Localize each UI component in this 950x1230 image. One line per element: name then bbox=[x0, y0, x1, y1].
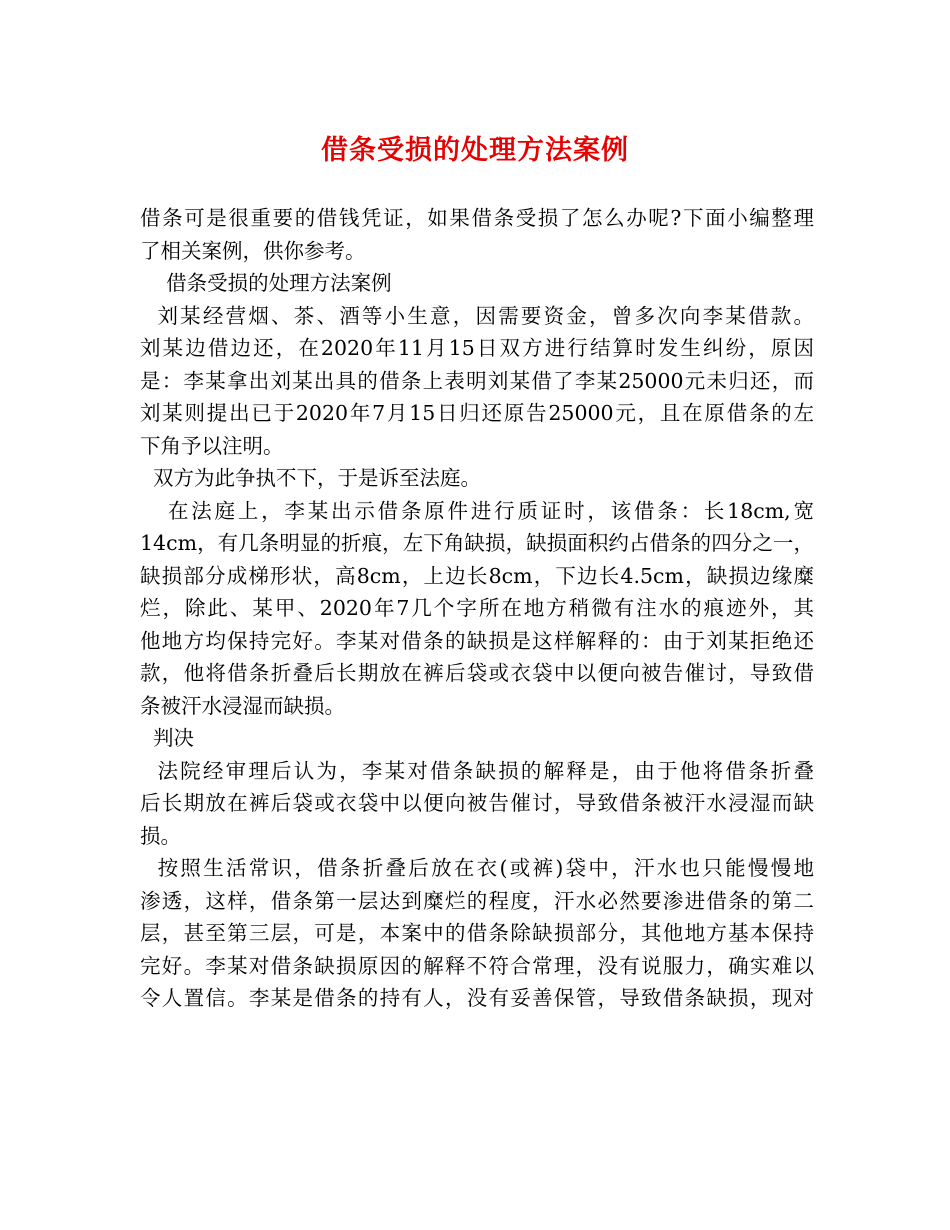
text-line: 了相关案例，供你参考。 bbox=[140, 238, 366, 263]
text-line: 双方为此争执不下，于是诉至法庭。 bbox=[140, 466, 482, 490]
text-line: 法院经审理后认为，李某对借条缺损的解释是，由于他将借条折叠 bbox=[140, 758, 814, 783]
text-line: 14cm，有几条明显的折痕，左下角缺损，缺损面积约占借条的四分之一， bbox=[140, 531, 814, 555]
text-line: 刘某经营烟、茶、酒等小生意，因需要资金，曾多次向李某借款。 bbox=[140, 303, 814, 328]
document-title: 借条受损的处理方法案例 bbox=[321, 135, 629, 166]
text-line: 损。 bbox=[140, 823, 181, 848]
text-line: 他地方均保持完好。李某对借条的缺损是这样解释的：由于刘某拒绝还 bbox=[140, 628, 814, 653]
paragraph-intro bbox=[140, 202, 814, 267]
text-line: 是：李某拿出刘某出具的借条上表明刘某借了李某25000元未归还，而 bbox=[140, 368, 814, 393]
text-line: 刘某边借边还，在2020年11月15日双方进行结算时发生纠纷，原因 bbox=[140, 336, 814, 360]
text-line: 烂，除此、某甲、2020年7几个字所在地方稍微有注水的痕迹外，其 bbox=[140, 596, 814, 620]
paragraph-court-opinion bbox=[140, 755, 814, 853]
text-line: 按照生活常识，借条折叠后放在衣(或裤)袋中，汗水也只能慢慢地 bbox=[140, 856, 814, 880]
text-line: 判决 bbox=[140, 726, 195, 750]
document-body bbox=[140, 202, 814, 1015]
text-line: 层，甚至第三层，可是，本案中的借条除缺损部分，其他地方基本保持 bbox=[140, 921, 814, 945]
text-line: 在法庭上，李某出示借条原件进行质证时，该借条：长18cm,宽 bbox=[140, 498, 814, 523]
text-line: 借条受损的处理方法案例 bbox=[140, 271, 392, 295]
text-line: 下角予以注明。 bbox=[140, 433, 284, 458]
text-line: 借条可是很重要的借钱凭证，如果借条受损了怎么办呢?下面小编整理 bbox=[140, 206, 814, 230]
text-line: 令人置信。李某是借条的持有人，没有妥善保管，导致借条缺损，现对 bbox=[140, 986, 814, 1010]
text-line: 款，他将借条折叠后长期放在裤后袋或衣袋中以便向被告催讨，导致借 bbox=[140, 661, 814, 685]
text-line: 渗透，这样，借条第一层达到糜烂的程度，汗水必然要渗进借条的第二 bbox=[140, 888, 814, 913]
text-line: 条被汗水浸湿而缺损。 bbox=[140, 693, 345, 718]
text-line: 完好。李某对借条缺损原因的解释不符合常理，没有说服力，确实难以 bbox=[140, 953, 814, 978]
paragraph-reasoning bbox=[140, 852, 814, 1015]
paragraph-court-evidence bbox=[140, 495, 814, 723]
paragraph-dispute bbox=[140, 462, 814, 495]
text-line: 缺损部分成梯形状，高8cm，上边长8cm，下边长4.5cm，缺损边缘糜 bbox=[140, 563, 814, 588]
paragraph-subheading bbox=[140, 267, 814, 300]
text-line: 后长期放在裤后袋或衣袋中以便向被告催讨，导致借条被汗水浸湿而缺 bbox=[140, 791, 814, 815]
paragraph-judgment-heading bbox=[140, 722, 814, 755]
paragraph-case-facts bbox=[140, 300, 814, 463]
text-line: 刘某则提出已于2020年7月15日归还原告25000元，且在原借条的左 bbox=[140, 401, 814, 425]
